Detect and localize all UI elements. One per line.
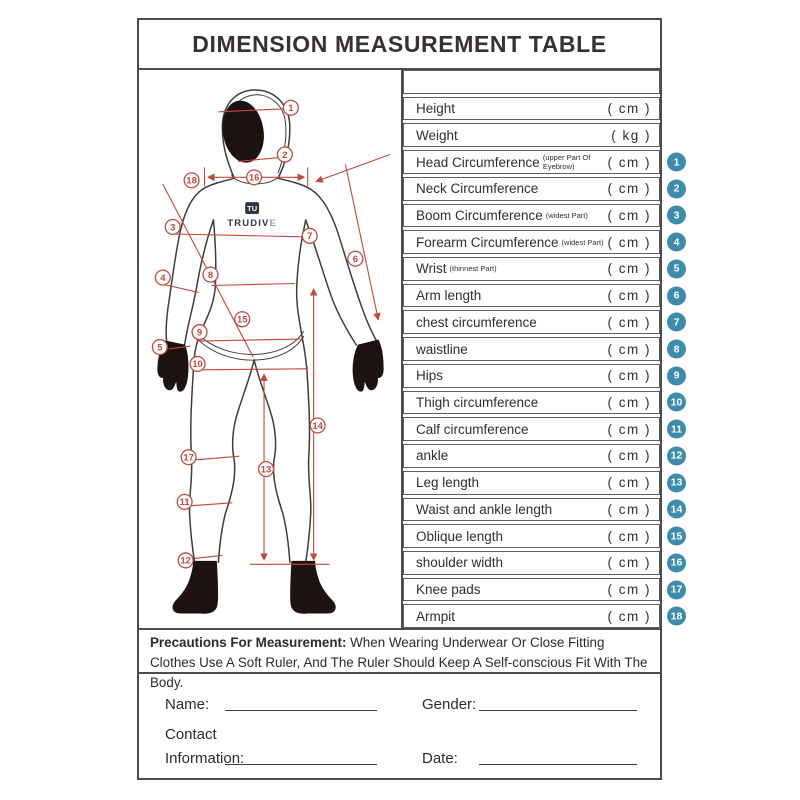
- unit-label: ( cm ): [607, 234, 651, 250]
- precautions-note: [139, 630, 660, 691]
- measurement-label: chest circumference: [416, 314, 537, 330]
- figure-marker-14: [310, 418, 325, 433]
- table-row: [403, 230, 680, 254]
- measurement-label: waistline: [416, 341, 468, 357]
- row-number-badge: 18: [667, 607, 686, 626]
- svg-text:12: 12: [180, 554, 191, 566]
- page-title: DIMENSION MEASUREMENT TABLE: [192, 30, 607, 57]
- row-number-badge: 2: [667, 179, 686, 198]
- unit-label: ( cm ): [607, 555, 651, 571]
- table-row: [403, 123, 660, 147]
- figure-marker-13: [259, 462, 274, 477]
- logo-wordmark: TRUDIVE: [227, 216, 277, 228]
- table-row: [403, 70, 660, 94]
- measurement-label: Waist and ankle length: [416, 501, 553, 517]
- contact-label-line1: Contact: [165, 726, 217, 743]
- row-number-badge: 7: [667, 313, 686, 332]
- unit-label: ( cm ): [607, 341, 651, 357]
- title-bar: [139, 20, 660, 70]
- logo-monogram: TU: [247, 204, 258, 214]
- svg-text:11: 11: [179, 496, 190, 508]
- unit-label: ( cm ): [607, 528, 651, 544]
- body-measurement-diagram: [139, 70, 401, 628]
- table-row: [403, 578, 683, 602]
- row-number-badge: 3: [667, 206, 686, 225]
- figure-marker-8: [203, 267, 218, 282]
- unit-label: ( cm ): [607, 394, 651, 410]
- precautions-lead: Precautions For Measurement:: [150, 635, 347, 650]
- unit-label: ( cm ): [607, 368, 651, 384]
- unit-label: ( cm ): [607, 154, 651, 170]
- svg-text:10: 10: [192, 358, 203, 370]
- precautions-text: When Wearing Underwear Or Close Fitting Clothes Use A Soft Ruler, And The Ruler Should Keep A Self-conscious Fit With The Body.: [150, 635, 648, 691]
- unit-label: ( cm ): [607, 261, 651, 277]
- figure-marker-18: [184, 173, 199, 188]
- svg-text:3: 3: [170, 221, 176, 233]
- footer-form: [139, 674, 660, 778]
- measurement-label: Head Circumference: [416, 154, 540, 170]
- measurement-label: Knee pads: [416, 582, 481, 598]
- figure-marker-5: [152, 340, 167, 355]
- svg-text:5: 5: [157, 341, 163, 353]
- unit-label: ( cm ): [607, 421, 651, 437]
- table-row: [403, 417, 683, 441]
- svg-text:7: 7: [307, 230, 313, 242]
- row-number-badge: 17: [667, 580, 686, 599]
- table-row: [403, 257, 680, 281]
- main-area: [139, 70, 683, 630]
- svg-text:2: 2: [282, 148, 288, 160]
- gender-field-line[interactable]: [479, 694, 637, 711]
- figure-marker-11: [177, 494, 192, 509]
- measurement-label: Oblique length: [416, 528, 504, 544]
- contact-label-line2: Information:: [165, 750, 245, 767]
- svg-text:17: 17: [183, 451, 194, 463]
- contact-field-line[interactable]: [225, 748, 377, 765]
- svg-text:1: 1: [288, 102, 294, 114]
- unit-label: ( cm ): [607, 448, 651, 464]
- figure-panel: [139, 70, 401, 628]
- figure-marker-6: [348, 251, 363, 266]
- figure-marker-1: [283, 100, 298, 115]
- unit-label: ( cm ): [607, 181, 651, 197]
- row-number-badge: 1: [667, 153, 686, 172]
- row-number-badge: 12: [667, 446, 686, 465]
- measurement-sublabel: (thinnest Part): [449, 264, 497, 274]
- figure-marker-10: [190, 356, 205, 371]
- measurement-label: Leg length: [416, 475, 480, 491]
- measurement-label: Thigh circumference: [416, 394, 539, 410]
- measurement-label: Wrist: [416, 261, 447, 277]
- table-row: [403, 177, 680, 201]
- measurement-label: Weight: [416, 127, 458, 143]
- measurement-sublabel: (widest Part): [545, 210, 588, 220]
- unit-label: ( cm ): [607, 501, 651, 517]
- row-number-badge: 14: [667, 500, 686, 519]
- table-row: [403, 444, 683, 468]
- right-sock: [291, 561, 336, 613]
- table-row: [403, 604, 683, 628]
- measurement-sublabel: (upper Part Of Eyebrow): [542, 153, 591, 172]
- table-row: [403, 337, 680, 361]
- measurement-sublabel: (widest Part): [561, 237, 604, 247]
- measurement-label: Arm length: [416, 288, 482, 304]
- svg-text:8: 8: [207, 268, 214, 280]
- table-row: [403, 524, 683, 548]
- figure-marker-2: [277, 147, 292, 162]
- form-frame: [137, 18, 683, 780]
- row-number-badge: 8: [667, 340, 686, 359]
- svg-text:6: 6: [352, 253, 358, 265]
- figure-markers: [152, 100, 362, 567]
- unit-label: ( cm ): [607, 475, 651, 491]
- svg-text:18: 18: [186, 174, 197, 186]
- table-row: [403, 498, 683, 522]
- measurement-label: Hips: [416, 368, 444, 384]
- table-row: [403, 364, 680, 388]
- gender-label: Gender:: [422, 696, 477, 713]
- row-number-badge: 15: [667, 527, 686, 546]
- svg-text:15: 15: [236, 313, 248, 325]
- row-number-badge: 9: [667, 366, 686, 385]
- table-row: [403, 471, 683, 495]
- row-number-badge: 16: [667, 553, 686, 572]
- row-number-badge: 6: [667, 286, 686, 305]
- measurement-label: Calf circumference: [416, 421, 529, 437]
- measurement-label: Armpit: [416, 608, 456, 624]
- unit-label: ( cm ): [607, 582, 651, 598]
- measurement-label: Forearm Circumference: [416, 234, 559, 250]
- table-row: [403, 204, 680, 228]
- name-label: Name:: [165, 696, 210, 713]
- row-number-badge: 4: [667, 233, 686, 252]
- figure-marker-12: [178, 553, 193, 568]
- brand-logo: [227, 202, 277, 228]
- unit-label: ( cm ): [607, 608, 651, 624]
- svg-text:4: 4: [160, 271, 166, 283]
- measurement-label: shoulder width: [416, 555, 504, 571]
- figure-marker-9: [192, 325, 207, 340]
- table-row: [403, 150, 680, 174]
- left-sock: [173, 561, 218, 613]
- name-field-line[interactable]: [225, 694, 377, 711]
- measurement-label: Neck Circumference: [416, 181, 539, 197]
- table-row: [403, 284, 680, 308]
- unit-label: ( cm ): [607, 314, 651, 330]
- measurement-label: ankle: [416, 448, 449, 464]
- table-row: [403, 310, 680, 334]
- date-label: Date:: [422, 750, 458, 767]
- date-field-line[interactable]: [479, 748, 637, 765]
- figure-marker-17: [181, 450, 196, 465]
- table-row: [403, 391, 683, 415]
- row-number-badge: 10: [667, 393, 686, 412]
- row-number-badge: 13: [667, 473, 686, 492]
- figure-marker-7: [302, 228, 317, 243]
- unit-label: ( cm ): [607, 101, 651, 117]
- measurement-table: [401, 70, 683, 628]
- figure-marker-15: [235, 312, 250, 327]
- svg-text:13: 13: [260, 463, 272, 475]
- unit-label: ( kg ): [611, 127, 651, 143]
- right-glove: [353, 340, 383, 391]
- row-number-badge: 5: [667, 259, 686, 278]
- svg-text:9: 9: [196, 326, 203, 338]
- row-number-badge: 11: [667, 420, 686, 439]
- table-row: [403, 97, 660, 121]
- measurement-label: Boom Circumference: [416, 207, 543, 223]
- figure-marker-3: [165, 219, 180, 234]
- svg-text:14: 14: [312, 419, 323, 431]
- measurement-label: Height: [416, 101, 456, 117]
- figure-marker-16: [247, 170, 262, 185]
- table-row: [403, 551, 683, 575]
- figure-marker-4: [155, 270, 170, 285]
- unit-label: ( cm ): [607, 207, 651, 223]
- svg-text:16: 16: [248, 171, 260, 183]
- unit-label: ( cm ): [607, 288, 651, 304]
